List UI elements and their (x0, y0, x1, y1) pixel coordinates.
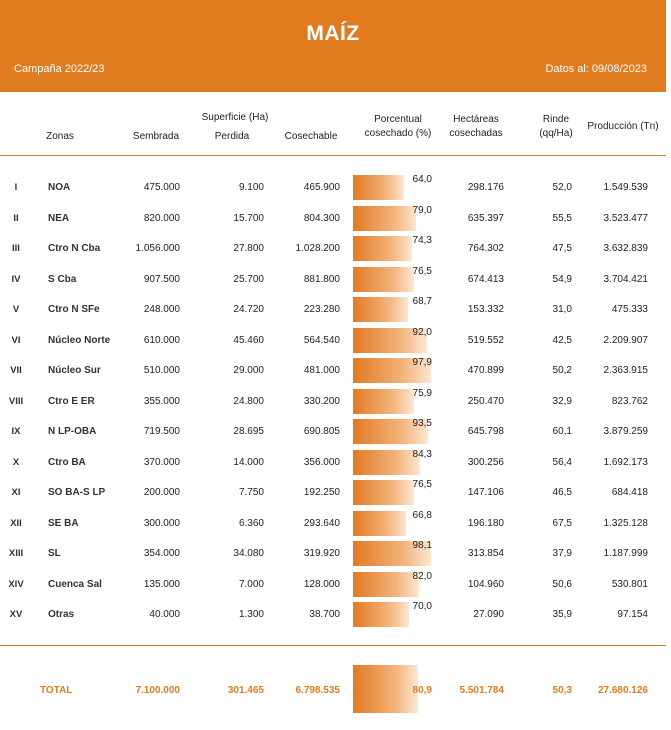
row-production: 1.692.173 (603, 456, 648, 468)
row-yield: 31,0 (552, 304, 572, 315)
row-lost: 28.695 (233, 426, 264, 437)
row-hectares: 764.302 (467, 243, 504, 254)
row-harvestable: 481.000 (303, 365, 340, 376)
row-sown: 300.000 (143, 517, 180, 529)
row-sown: 248.000 (143, 304, 180, 315)
row-yield: 42,5 (552, 334, 572, 346)
table-row (0, 538, 666, 568)
table-row (0, 203, 666, 233)
row-hectares: 635.397 (467, 212, 504, 224)
row-production: 2.209.907 (603, 334, 648, 346)
row-hectares: 27.090 (473, 609, 504, 620)
row-lost: 24.800 (233, 395, 264, 407)
row-harvestable: 1.028.200 (295, 243, 340, 254)
row-production: 2.363.915 (603, 365, 648, 376)
row-percent: 68,7 (412, 296, 432, 307)
total-lost: 301.465 (227, 685, 264, 696)
col-harvestable: Cosechable (284, 131, 338, 142)
row-zone: NOA (48, 182, 71, 193)
row-harvestable: 881.800 (303, 273, 340, 285)
row-yield: 54,9 (552, 273, 572, 285)
row-production: 1.325.128 (603, 517, 648, 529)
row-harvestable: 690.805 (303, 426, 340, 437)
row-lost: 1.300 (238, 609, 264, 620)
row-sown: 510.000 (143, 365, 180, 376)
table-row (0, 569, 666, 599)
row-sown: 370.000 (143, 456, 180, 468)
row-percent: 92,0 (412, 326, 432, 338)
row-number: VII (10, 365, 22, 376)
row-zone: Ctro N SFe (48, 304, 100, 315)
row-production: 3.632.839 (603, 243, 648, 254)
col-surface-group: Superficie (Ha) (201, 112, 269, 123)
row-zone: Núcleo Norte (48, 334, 111, 346)
row-zone: Ctro BA (48, 456, 86, 468)
row-hectares: 519.552 (467, 334, 504, 346)
row-number: VIII (8, 395, 24, 407)
row-harvestable: 319.920 (303, 548, 340, 559)
row-yield: 47,5 (552, 243, 572, 254)
row-lost: 25.700 (233, 273, 264, 285)
row-zone: Núcleo Sur (48, 365, 101, 376)
row-zone: S Cba (48, 273, 77, 285)
row-lost: 7.750 (238, 487, 264, 498)
row-lost: 9.100 (238, 182, 264, 193)
row-percent: 84,3 (412, 448, 432, 460)
title-banner (0, 0, 666, 92)
table-row (0, 172, 666, 202)
row-yield: 46,5 (552, 487, 572, 498)
row-sown: 820.000 (143, 212, 180, 224)
row-yield: 56,4 (552, 456, 572, 468)
row-number: V (12, 304, 20, 315)
row-yield: 50,2 (552, 365, 572, 376)
row-number: III (12, 243, 20, 254)
col-yield-line2: (qq/Ha) (539, 128, 573, 139)
row-zone: SL (48, 548, 61, 559)
row-yield: 32,9 (552, 395, 572, 407)
table-row (0, 264, 666, 294)
row-number: II (13, 212, 19, 224)
row-yield: 50,6 (552, 578, 572, 590)
row-hectares: 470.899 (467, 365, 504, 376)
table-row (0, 355, 666, 385)
row-number: XII (10, 517, 22, 529)
col-zones: Zonas (46, 131, 74, 142)
row-hectares: 153.332 (467, 304, 504, 315)
row-production: 475.333 (611, 304, 648, 315)
row-sown: 610.000 (143, 334, 180, 346)
row-yield: 55,5 (552, 212, 572, 224)
row-percent: 75,9 (412, 387, 432, 399)
row-production: 3.704.421 (603, 273, 648, 285)
total-yield: 50,3 (552, 685, 572, 696)
total-production: 27.680.126 (597, 685, 648, 696)
row-sown: 200.000 (143, 487, 180, 498)
row-hectares: 313.854 (467, 548, 504, 559)
row-percent: 66,8 (412, 509, 432, 521)
row-yield: 37,9 (552, 548, 572, 559)
row-harvestable: 330.200 (303, 395, 340, 407)
row-production: 1.549.539 (603, 182, 648, 193)
table-row (0, 416, 666, 446)
row-percent: 79,0 (412, 204, 432, 216)
row-zone: Ctro N Cba (48, 243, 101, 254)
col-percent-line2: cosechado (%) (364, 128, 432, 139)
col-percent-line1: Porcentual (374, 114, 422, 125)
row-number: X (12, 456, 20, 468)
row-sown: 355.000 (143, 395, 180, 407)
col-sown: Sembrada (132, 131, 180, 142)
row-sown: 354.000 (143, 548, 180, 559)
row-zone: Otras (48, 609, 75, 620)
row-lost: 15.700 (233, 212, 264, 224)
row-percent: 76,5 (412, 479, 432, 490)
row-lost: 29.000 (233, 365, 264, 376)
row-lost: 6.360 (238, 517, 264, 529)
total-row (0, 665, 666, 715)
row-lost: 24.720 (233, 304, 264, 315)
total-divider (0, 645, 666, 646)
row-hectares: 104.960 (467, 578, 504, 590)
row-number: XIII (8, 548, 24, 559)
row-lost: 14.000 (233, 456, 264, 468)
row-production: 3.523.477 (603, 212, 648, 224)
row-harvestable: 804.300 (303, 212, 340, 224)
row-hectares: 250.470 (467, 395, 504, 407)
row-harvestable: 564.540 (303, 334, 340, 346)
row-sown: 40.000 (149, 609, 180, 620)
row-sown: 475.000 (143, 182, 180, 193)
row-hectares: 645.798 (467, 426, 504, 437)
row-percent: 98,1 (412, 540, 432, 551)
row-zone: Cuenca Sal (48, 578, 102, 590)
row-percent: 64,0 (412, 174, 432, 185)
total-label: TOTAL (40, 685, 73, 696)
row-number: IV (11, 273, 21, 285)
row-number: VI (11, 334, 21, 346)
col-hectares-line1: Hectáreas (453, 114, 499, 125)
data-date-label: Datos al: 09/08/2023 (545, 63, 647, 75)
row-lost: 27.800 (233, 243, 264, 254)
row-production: 1.187.999 (603, 548, 648, 559)
row-sown: 719.500 (143, 426, 180, 437)
row-yield: 35,9 (552, 609, 572, 620)
row-zone: Ctro E ER (48, 395, 95, 407)
row-production: 530.801 (611, 578, 648, 590)
row-zone: N LP-OBA (48, 426, 97, 437)
table-row (0, 386, 666, 416)
table-row (0, 325, 666, 355)
table-row (0, 477, 666, 507)
row-sown: 907.500 (143, 273, 180, 285)
row-harvestable: 192.250 (303, 487, 340, 498)
row-production: 684.418 (611, 487, 648, 498)
row-lost: 7.000 (238, 578, 264, 590)
row-yield: 52,0 (552, 182, 572, 193)
row-harvestable: 293.640 (303, 517, 340, 529)
total-percent: 80,9 (412, 685, 432, 696)
row-hectares: 147.106 (467, 487, 504, 498)
row-percent: 97,9 (412, 357, 432, 368)
row-zone: SE BA (48, 517, 79, 529)
row-zone: SO BA-S LP (48, 487, 106, 498)
table-row (0, 599, 666, 629)
row-lost: 45.460 (233, 334, 264, 346)
table-row (0, 508, 666, 538)
table-row (0, 447, 666, 477)
row-harvestable: 128.000 (303, 578, 340, 590)
row-harvestable: 38.700 (309, 609, 340, 620)
row-number: IX (11, 426, 21, 437)
row-sown: 1.056.000 (135, 243, 180, 254)
row-hectares: 298.176 (467, 182, 504, 193)
row-number: XIV (8, 578, 24, 590)
row-hectares: 300.256 (467, 456, 504, 468)
row-percent: 76,5 (412, 265, 432, 277)
row-production: 823.762 (611, 395, 648, 407)
total-sown: 7.100.000 (135, 685, 180, 696)
row-sown: 135.000 (143, 578, 180, 590)
row-zone: NEA (48, 212, 70, 224)
table-row (0, 294, 666, 324)
row-harvestable: 465.900 (303, 182, 340, 193)
row-yield: 60,1 (552, 426, 572, 437)
col-production: Producción (Tn) (587, 121, 659, 132)
col-lost: Perdida (214, 131, 250, 142)
row-number: I (14, 182, 18, 193)
row-number: XI (11, 487, 21, 498)
row-harvestable: 356.000 (303, 456, 340, 468)
row-number: XV (9, 609, 23, 620)
row-hectares: 196.180 (467, 517, 504, 529)
row-percent: 74,3 (412, 235, 432, 246)
col-hectares-line2: cosechadas (449, 128, 503, 139)
row-hectares: 674.413 (467, 273, 504, 285)
row-percent: 70,0 (412, 601, 432, 612)
total-harvestable: 6.798.535 (295, 685, 340, 696)
col-yield-line1: Rinde (542, 114, 570, 125)
header-divider (0, 155, 666, 156)
row-production: 97.154 (617, 609, 648, 620)
campaign-label: Campaña 2022/23 (14, 63, 105, 75)
page-title: MAÍZ (306, 22, 360, 45)
row-production: 3.879.259 (603, 426, 648, 437)
row-harvestable: 223.280 (303, 304, 340, 315)
total-hectares: 5.501.784 (459, 685, 504, 696)
row-lost: 34.080 (233, 548, 264, 559)
row-percent: 82,0 (412, 570, 432, 582)
row-percent: 93,5 (412, 418, 432, 429)
row-yield: 67,5 (552, 517, 572, 529)
table-row (0, 233, 666, 263)
